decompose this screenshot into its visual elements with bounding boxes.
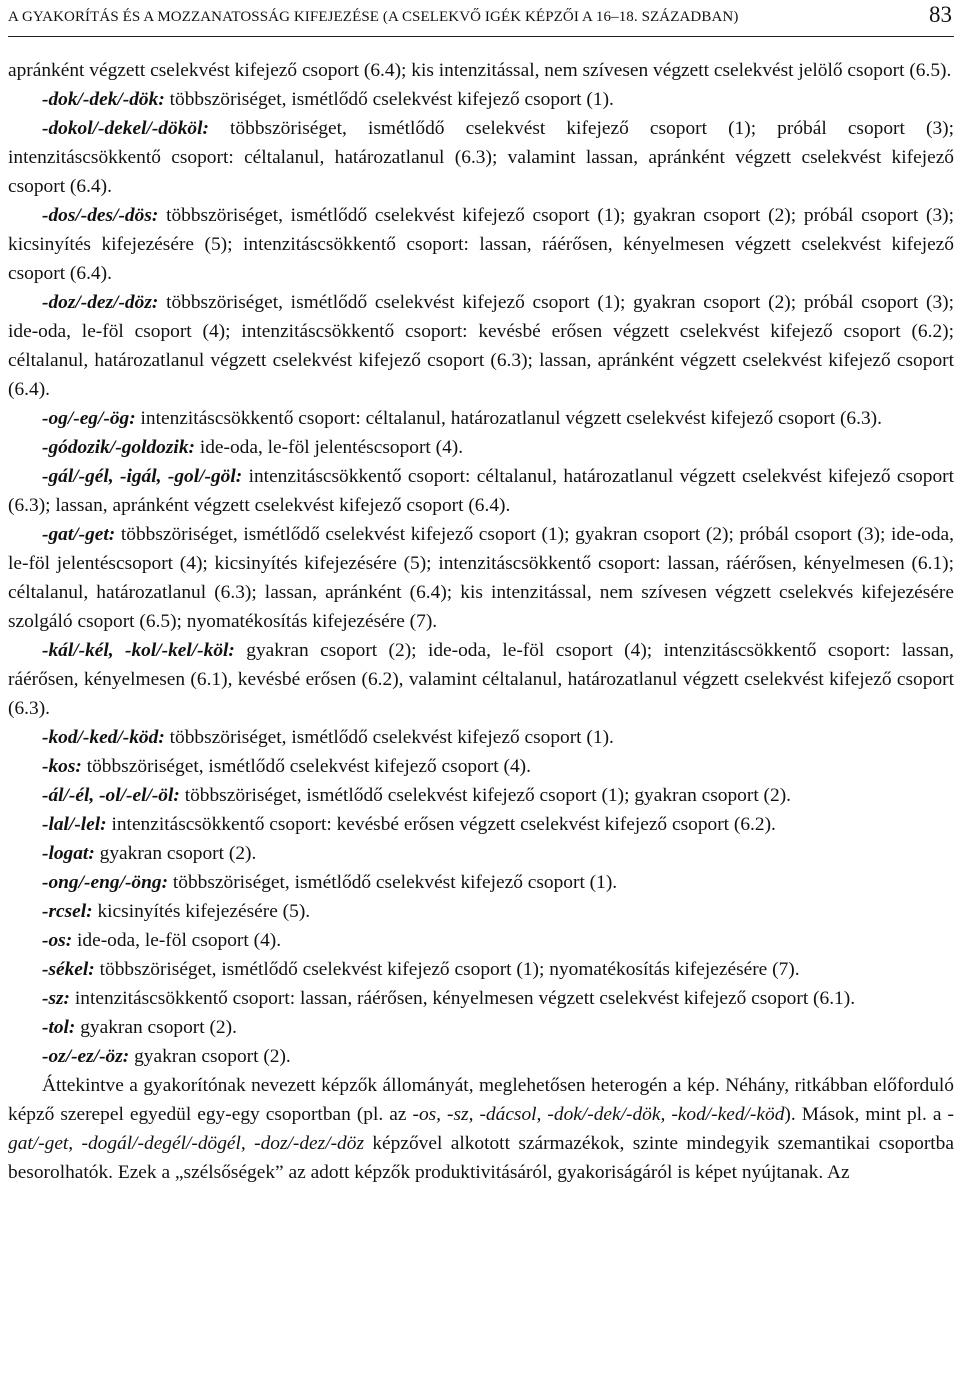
summary-text: Áttekintve a gyakorítónak nevezett képzők állományát, meglehetősen heterogén a kép. Néhány, ritkábban előforduló képző szerepel egyedül egy-egy csoportban (pl. az bbox=[8, 1075, 954, 1125]
suffix-entry bbox=[8, 1042, 954, 1071]
suffix-entry bbox=[8, 1013, 954, 1042]
entry-text: gyakran csoport (2). bbox=[94, 843, 257, 864]
suffix-term: -gál/-gél, -igál, -gol/-göl: bbox=[42, 466, 243, 487]
suffix-term: -sz: bbox=[42, 988, 71, 1009]
suffix-entry bbox=[8, 810, 954, 839]
suffix-entry bbox=[8, 520, 954, 636]
entry-text: többszöriséget, ismétlődő cselekvést kifejező csoport (1). bbox=[164, 89, 614, 110]
suffix-term: -dok/-dek/-dök: bbox=[42, 89, 165, 110]
suffix-entry bbox=[8, 433, 954, 462]
suffix-entry bbox=[8, 868, 954, 897]
suffix-entry bbox=[8, 897, 954, 926]
entry-text: gyakran csoport (2). bbox=[75, 1017, 237, 1038]
entry-text: többszöriséget, ismétlődő cselekvést kifejező csoport (1); gyakran csoport (2); próbál csoport (3); ide-oda, le-föl jelentéscsoport (4); kicsinyítés kifejezésére (5); intenzitáscsökkentő csoport: lassan, ráérősen, kényelmesen (6.1); céltalanul, határozatlanul (6.3); lassan, apránként (6.4); kis intenzitással, nem szívesen végzett cselekvés kifejezésére szolgáló csoport (6.5); nyomatékosítás kifejezésére (7). bbox=[8, 524, 954, 632]
suffix-term: -sékel: bbox=[42, 959, 95, 980]
entry-text: kicsinyítés kifejezésére (5). bbox=[92, 901, 311, 922]
suffix-term: -oz/-ez/-öz: bbox=[42, 1046, 130, 1067]
suffix-entry bbox=[8, 462, 954, 520]
entry-continuation bbox=[8, 56, 954, 85]
suffix-term: -tol: bbox=[42, 1017, 76, 1038]
entry-text: többszöriséget, ismétlődő cselekvést kifejező csoport (1); próbál csoport (3); intenzitáscsökkentő csoport: céltalanul, határozatlanul (6.3); valamint lassan, apránként végzett cselekvést kifejező csoport (6.4). bbox=[8, 118, 954, 197]
suffix-entry bbox=[8, 201, 954, 288]
suffix-entry bbox=[8, 636, 954, 723]
entry-text: többszöriséget, ismétlődő cselekvést kifejező csoport (1); gyakran csoport (2); próbál csoport (3); kicsinyítés kifejezésére (5); intenzitáscsökkentő csoport: lassan, ráérősen, kényelmesen végzett cselekvést kifejező csoport (6.4). bbox=[8, 205, 954, 284]
page bbox=[8, 0, 954, 1399]
entry-text: intenzitáscsökkentő csoport: kevésbé erősen végzett cselekvést kifejező csoport (6.2). bbox=[106, 814, 776, 835]
suffix-entry bbox=[8, 114, 954, 201]
running-title: A GYAKORÍTÁS ÉS A MOZZANATOSSÁG KIFEJEZÉSE (A CSELEKVŐ IGÉK KÉPZŐI A 16–18. SZÁZADBAN) bbox=[8, 9, 739, 25]
suffix-term: -kos: bbox=[42, 756, 82, 777]
suffix-term: -logat: bbox=[42, 843, 95, 864]
suffix-entry bbox=[8, 723, 954, 752]
entry-text: többszöriséget, ismétlődő cselekvést kifejező csoport (4). bbox=[81, 756, 531, 777]
summary-text: képzővel alkotott származékok, szinte mindegyik szemantikai csoportba besorolhatók. Ezek a „szélsőségek” az adott képzők produktivitásáról, gyakoriságáról is képet nyújtanak. Az bbox=[8, 1133, 954, 1183]
suffix-term: -gódozik/-goldozik: bbox=[42, 437, 195, 458]
suffix-entry bbox=[8, 288, 954, 404]
entry-text: többszöriséget, ismétlődő cselekvést kifejező csoport (1). bbox=[164, 727, 614, 748]
suffix-term: -dos/-des/-dös: bbox=[42, 205, 159, 226]
summary-example: -os, -sz, -dácsol, -dok/-dek/-dök, -kod/-ked/-köd bbox=[412, 1104, 785, 1125]
suffix-entry bbox=[8, 85, 954, 114]
suffix-entry bbox=[8, 752, 954, 781]
suffix-term: -dokol/-dekel/-dököl: bbox=[42, 118, 209, 139]
entry-text: ide-oda, le-föl csoport (4). bbox=[72, 930, 282, 951]
page-number: 83 bbox=[929, 2, 952, 27]
summary-paragraph bbox=[8, 1071, 954, 1187]
running-head bbox=[8, 2, 954, 37]
suffix-term: -kál/-kél, -kol/-kel/-köl: bbox=[42, 640, 235, 661]
entry-text: intenzitáscsökkentő csoport: céltalanul, határozatlanul végzett cselekvést kifejező csoport (6.3); lassan, apránként végzett cselekvést kifejező csoport (6.4). bbox=[8, 466, 954, 516]
suffix-term: -os: bbox=[42, 930, 73, 951]
suffix-term: -lal/-lel: bbox=[42, 814, 107, 835]
suffix-term: -ong/-eng/-öng: bbox=[42, 872, 169, 893]
suffix-term: -ál/-él, -ol/-el/-öl: bbox=[42, 785, 180, 806]
suffix-term: -kod/-ked/-köd: bbox=[42, 727, 165, 748]
suffix-term: -gat/-get: bbox=[42, 524, 116, 545]
suffix-entry bbox=[8, 781, 954, 810]
entry-text: többszöriséget, ismétlődő cselekvést kifejező csoport (1); gyakran csoport (2). bbox=[179, 785, 792, 806]
entry-text: gyakran csoport (2); ide-oda, le-föl csoport (4); intenzitáscsökkentő csoport: lassan, ráérősen, kényelmesen (6.1), kevésbé erősen (6.2), valamint céltalanul, határozatlanul végzett cselekvést kifejező csoport (6.3). bbox=[8, 640, 954, 719]
entry-text: apránként végzett cselekvést kifejező csoport (6.4); kis intenzitással, nem szívesen végzett cselekvést jelölő csoport (6.5). bbox=[8, 60, 952, 81]
entry-text: többszöriséget, ismétlődő cselekvést kifejező csoport (1); gyakran csoport (2); próbál csoport (3); ide-oda, le-föl csoport (4); intenzitáscsökkentő csoport: kevésbé erősen végzett cselekvést kifejező csoport (6.2); céltalanul, határozatlanul végzett cselekvést kifejező csoport (6.3); lassan, apránként végzett cselekvést kifejező csoport (6.4). bbox=[8, 292, 954, 400]
suffix-entry bbox=[8, 404, 954, 433]
entry-text: ide-oda, le-föl jelentéscsoport (4). bbox=[194, 437, 464, 458]
entry-text: intenzitáscsökkentő csoport: céltalanul, határozatlanul végzett cselekvést kifejező csoport (6.3). bbox=[135, 408, 882, 429]
suffix-entry bbox=[8, 984, 954, 1013]
suffix-entry bbox=[8, 955, 954, 984]
entry-text: gyakran csoport (2). bbox=[129, 1046, 291, 1067]
summary-text: ). Mások, mint pl. a bbox=[784, 1104, 948, 1125]
entry-text: többszöriséget, ismétlődő cselekvést kifejező csoport (1). bbox=[168, 872, 618, 893]
suffix-term: -og/-eg/-ög: bbox=[42, 408, 136, 429]
entry-text: intenzitáscsökkentő csoport: lassan, ráérősen, kényelmesen végzett cselekvést kifejező csoport (6.1). bbox=[70, 988, 856, 1009]
body-text bbox=[8, 56, 954, 1187]
suffix-entry bbox=[8, 926, 954, 955]
entry-text: többszöriséget, ismétlődő cselekvést kifejező csoport (1); nyomatékosítás kifejezésére (7). bbox=[94, 959, 800, 980]
suffix-term: -rcsel: bbox=[42, 901, 93, 922]
suffix-term: -doz/-dez/-döz: bbox=[42, 292, 159, 313]
summary-example: -gat/-get, -dogál/-degél/-dögél, -doz/-dez/-döz bbox=[8, 1104, 954, 1154]
suffix-entry bbox=[8, 839, 954, 868]
